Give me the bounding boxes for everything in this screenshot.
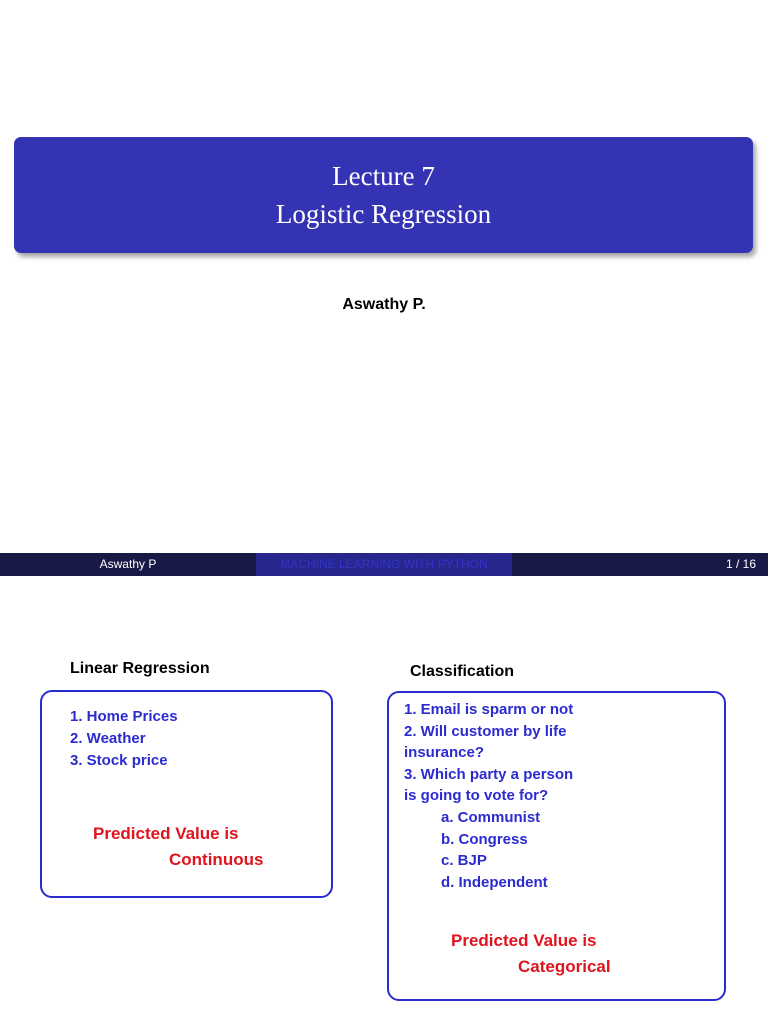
content-slide [0, 576, 768, 1024]
list-item: is going to vote for? [404, 787, 549, 804]
list-item: 3. Which party a person [404, 766, 574, 783]
predicted-value-type: Continuous [169, 850, 264, 869]
footer-author: Aswathy P [0, 553, 256, 576]
list-item: a. Communist [441, 809, 541, 826]
lecture-number: Lecture 7 [332, 161, 435, 191]
footer-page-number: 1 / 16 [512, 553, 768, 576]
list-item: 1. Home Prices [70, 708, 178, 725]
list-item: 2. Will customer by life [404, 723, 567, 740]
lecture-title: Logistic Regression [275, 199, 492, 229]
slide-footer [0, 553, 768, 576]
predicted-value-label: Predicted Value is [93, 824, 239, 843]
list-item: 2. Weather [70, 730, 146, 747]
classification-heading: Classification [410, 663, 515, 680]
predicted-value-label: Predicted Value is [451, 931, 597, 950]
linear-regression-heading: Linear Regression [70, 660, 210, 677]
list-item: c. BJP [441, 852, 487, 869]
title-block [14, 137, 753, 253]
author-name: Aswathy P. [342, 296, 426, 313]
list-item: insurance? [404, 744, 485, 761]
footer-title: MACHINE LEARNING WITH PYTHON [256, 553, 512, 576]
list-item: 3. Stock price [70, 752, 168, 769]
predicted-value-type: Categorical [518, 957, 611, 976]
list-item: 1. Email is sparm or not [404, 701, 574, 718]
list-item: b. Congress [441, 831, 528, 848]
list-item: d. Independent [441, 874, 548, 891]
